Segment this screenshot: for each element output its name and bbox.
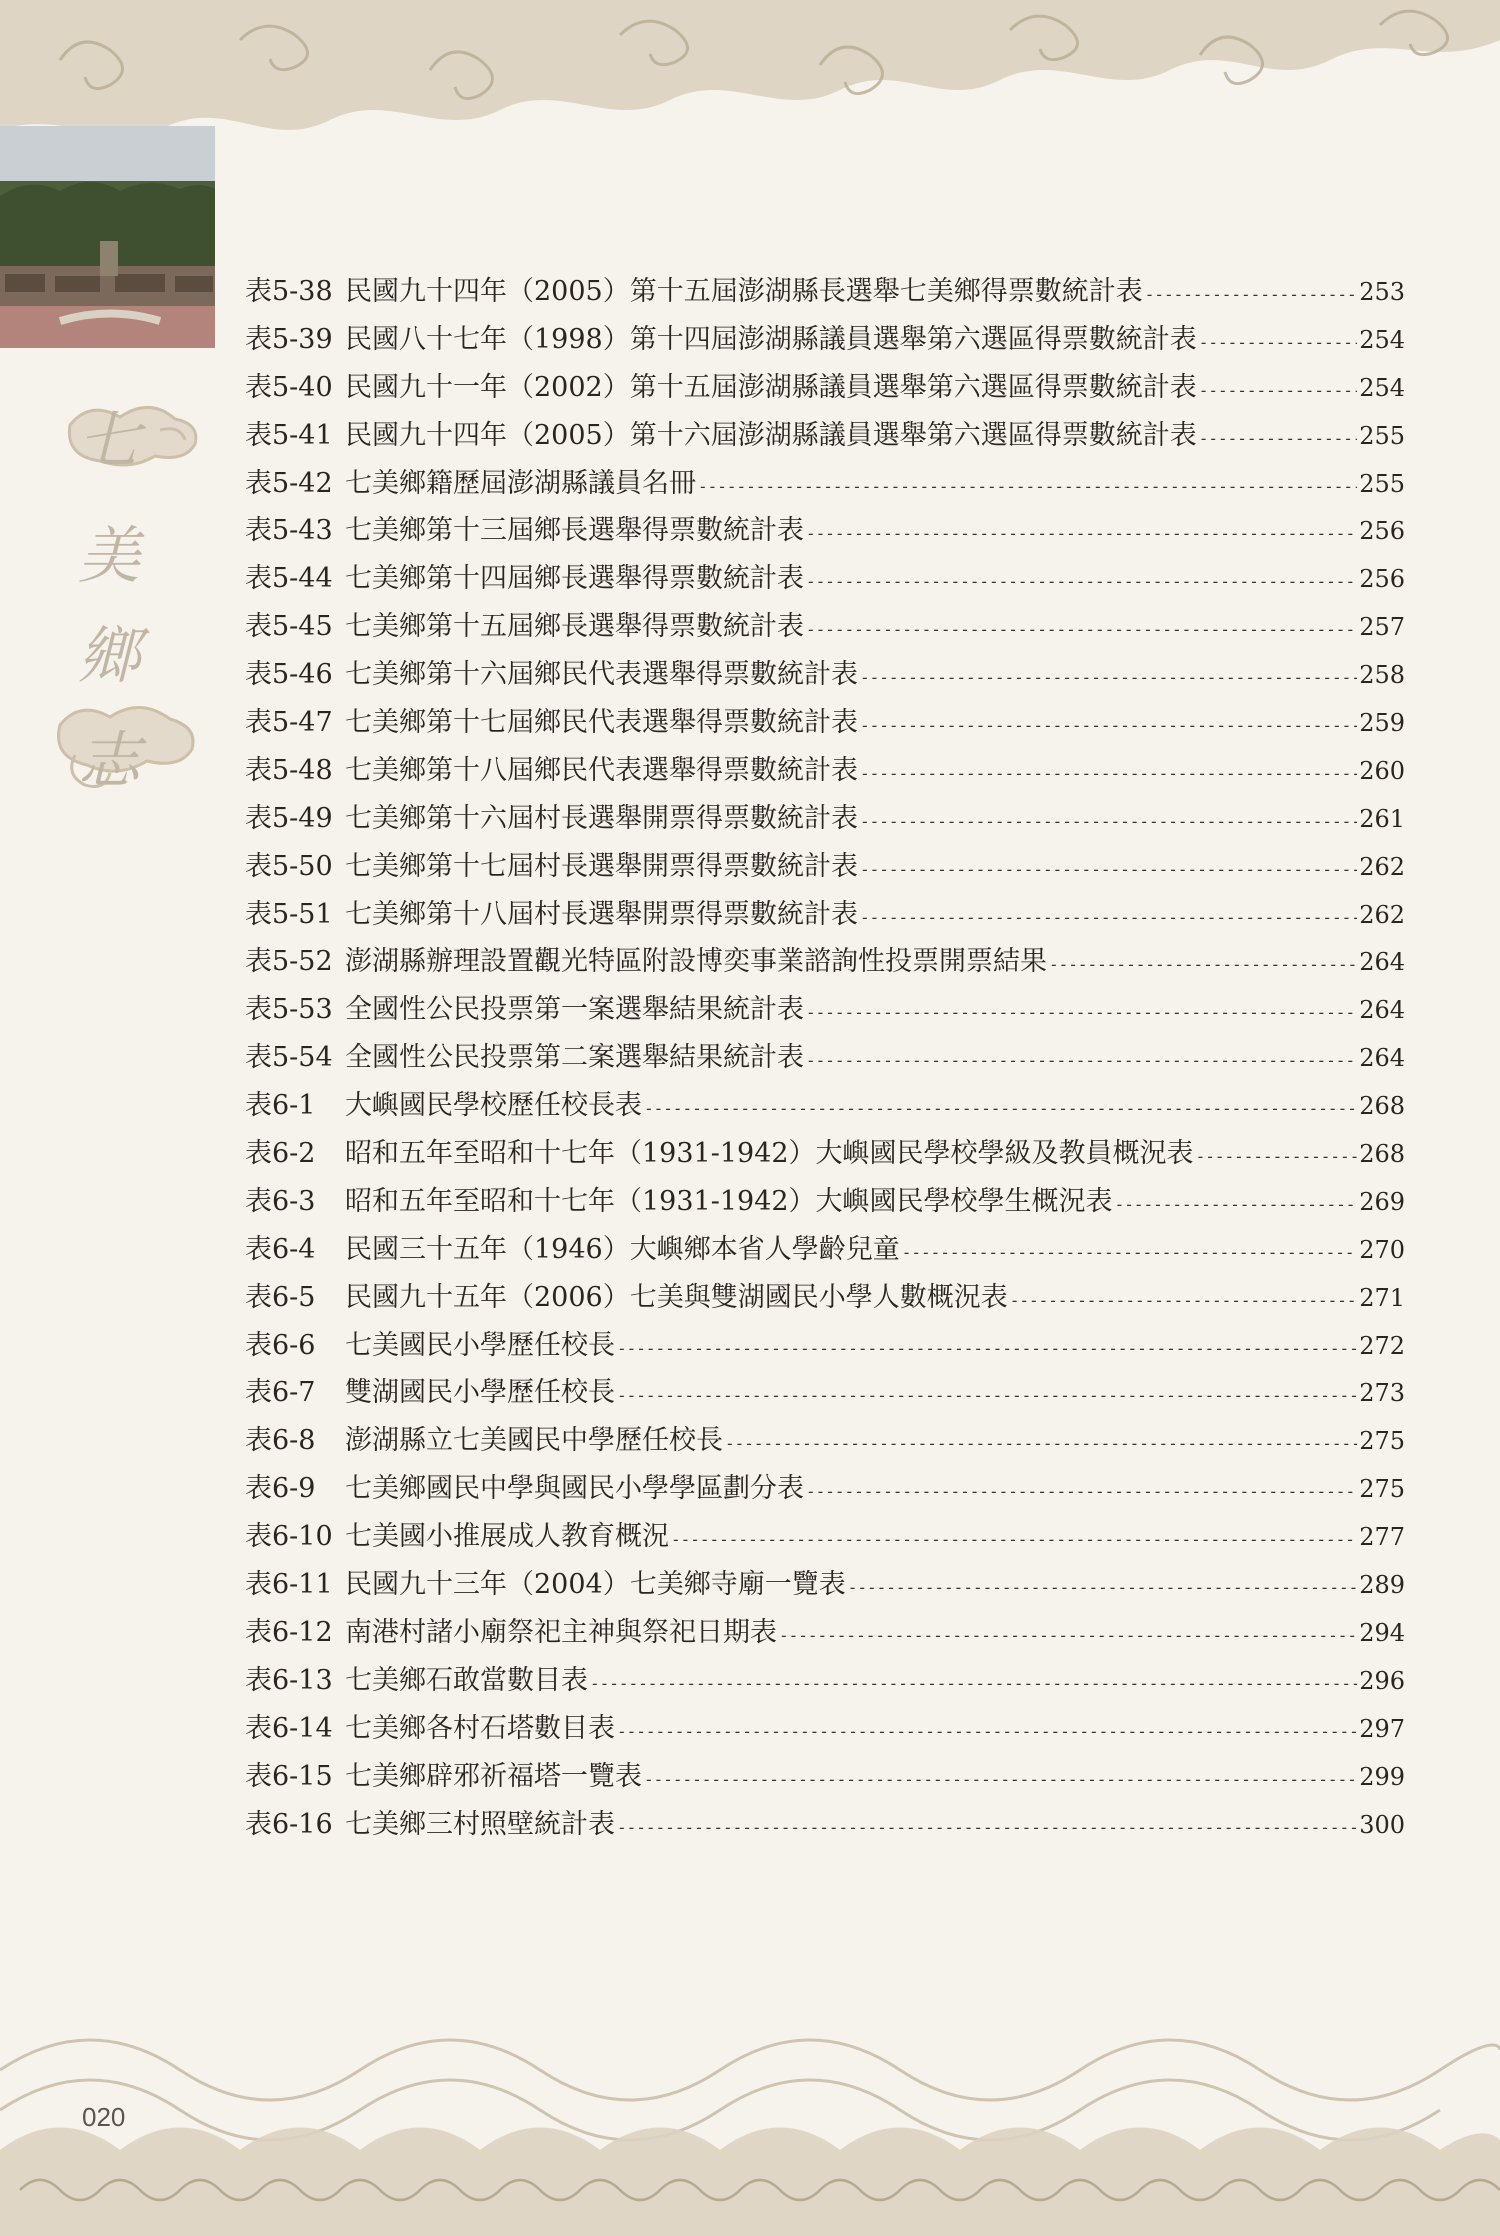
toc-entry-page: 259: [1359, 709, 1405, 738]
toc-entry[interactable]: [245, 364, 1405, 412]
landscape-photo: [0, 126, 215, 348]
dot-leader: [617, 1325, 1357, 1373]
toc-entry-label: 表5-50: [245, 850, 333, 882]
toc-entry-label: 表5-42: [245, 467, 333, 499]
toc-entry-title: 大嶼國民學校歷任校長表: [345, 1090, 642, 1122]
toc-entry-label: 表5-43: [245, 515, 333, 547]
toc-entry-title: 七美鄉第十六屆鄉民代表選舉得票數統計表: [345, 659, 858, 691]
toc-entry[interactable]: [245, 1561, 1405, 1609]
dot-leader: [617, 1372, 1357, 1420]
toc-entry-page: 294: [1359, 1618, 1405, 1647]
side-title-char: 鄉: [77, 619, 140, 692]
toc-entry[interactable]: [245, 555, 1405, 603]
toc-entry-title: 七美鄉第十七屆村長選舉開票得票數統計表: [345, 850, 858, 882]
dot-leader: [725, 1420, 1357, 1468]
toc-entry-page: 289: [1359, 1571, 1405, 1600]
toc-entry-page: 260: [1359, 756, 1405, 785]
toc-entry-label: 表6-10: [245, 1521, 333, 1553]
toc-entry-page: 269: [1359, 1187, 1405, 1216]
dot-leader: [779, 1612, 1357, 1660]
dot-leader: [590, 1660, 1357, 1708]
dot-leader: [671, 1516, 1357, 1564]
toc-entry-label: 表5-45: [245, 611, 333, 643]
toc-entry[interactable]: [245, 1322, 1405, 1370]
dot-leader: [860, 894, 1357, 942]
toc-entry-label: 表5-44: [245, 563, 333, 595]
dot-leader: [860, 798, 1357, 846]
dot-leader: [644, 1085, 1357, 1133]
dot-leader: [902, 1229, 1357, 1277]
toc-entry[interactable]: [245, 1130, 1405, 1178]
dot-leader: [1145, 271, 1357, 319]
toc-entry-title: 七美鄉第十七屆鄉民代表選舉得票數統計表: [345, 707, 858, 739]
toc-entry-page: 299: [1359, 1762, 1405, 1791]
table-of-contents: [245, 268, 1405, 1848]
dot-leader: [644, 1756, 1357, 1804]
toc-entry[interactable]: [245, 843, 1405, 891]
dot-leader: [848, 1564, 1357, 1612]
toc-entry-title: 七美鄉第十八屆村長選舉開票得票數統計表: [345, 898, 858, 930]
side-title-char: 志: [77, 724, 140, 797]
toc-entry[interactable]: [245, 1178, 1405, 1226]
toc-entry[interactable]: [245, 268, 1405, 316]
toc-entry-page: 253: [1359, 278, 1405, 306]
page-number: 020: [82, 2102, 126, 2132]
toc-entry-page: 297: [1359, 1714, 1405, 1743]
toc-entry-title: 七美國民小學歷任校長: [345, 1329, 615, 1361]
dot-leader: [1049, 941, 1357, 989]
dot-leader: [806, 558, 1357, 606]
toc-entry[interactable]: [245, 1034, 1405, 1082]
toc-entry-title: 全國性公民投票第二案選舉結果統計表: [345, 1042, 804, 1074]
toc-entry-label: 表6-15: [245, 1760, 333, 1792]
toc-entry-label: 表6-8: [245, 1425, 316, 1457]
toc-entry-title: 昭和五年至昭和十七年（1931-1942）大嶼國民學校學生概況表: [345, 1185, 1113, 1217]
toc-entry[interactable]: [245, 1513, 1405, 1561]
toc-entry-title: 澎湖縣立七美國民中學歷任校長: [345, 1425, 723, 1457]
toc-entry-title: 七美鄉第十五屆鄉長選舉得票數統計表: [345, 611, 804, 643]
toc-entry[interactable]: [245, 1801, 1405, 1849]
toc-entry-label: 表6-16: [245, 1808, 333, 1840]
dot-leader: [806, 989, 1357, 1037]
toc-entry-page: 275: [1359, 1475, 1405, 1504]
toc-entry-title: 七美鄉第十四屆鄉長選舉得票數統計表: [345, 563, 804, 595]
toc-entry-page: 264: [1359, 948, 1405, 977]
dot-leader: [806, 1037, 1357, 1085]
toc-entry-label: 表6-4: [245, 1233, 316, 1265]
toc-entry-title: 民國九十五年（2006）七美與雙湖國民小學人數概況表: [345, 1281, 1008, 1313]
toc-entry[interactable]: [245, 460, 1405, 508]
toc-entry-title: 七美鄉國民中學與國民小學學區劃分表: [345, 1473, 804, 1505]
toc-entry-page: 256: [1359, 565, 1405, 594]
dot-leader: [860, 654, 1357, 702]
dot-leader: [698, 463, 1357, 511]
toc-entry-label: 表5-41: [245, 419, 333, 451]
toc-entry[interactable]: [245, 1082, 1405, 1130]
toc-entry-title: 七美鄉石敢當數目表: [345, 1664, 588, 1696]
toc-entry[interactable]: [245, 651, 1405, 699]
toc-entry-page: 275: [1359, 1427, 1405, 1456]
toc-entry-page: 254: [1359, 373, 1405, 402]
side-title: [55, 405, 215, 845]
dot-leader: [860, 702, 1357, 750]
toc-entry[interactable]: [245, 603, 1405, 651]
toc-entry-page: 268: [1359, 1092, 1405, 1121]
toc-entry-label: 表6-2: [245, 1138, 316, 1170]
toc-entry-label: 表6-13: [245, 1664, 333, 1696]
toc-entry-title: 七美鄉三村照壁統計表: [345, 1808, 615, 1840]
toc-entry-page: 262: [1359, 852, 1405, 881]
toc-entry-page: 255: [1359, 421, 1405, 450]
dot-leader: [806, 1468, 1357, 1516]
toc-entry[interactable]: [245, 938, 1405, 986]
toc-entry[interactable]: [245, 316, 1405, 364]
toc-entry-label: 表5-46: [245, 659, 333, 691]
toc-entry-title: 七美鄉辟邪祈福塔一覽表: [345, 1760, 642, 1792]
toc-entry-title: 民國九十一年（2002）第十五屆澎湖縣議員選舉第六選區得票數統計表: [345, 371, 1197, 403]
toc-entry[interactable]: [245, 747, 1405, 795]
side-title-char: 美: [77, 519, 140, 592]
toc-entry-label: 表6-9: [245, 1473, 316, 1505]
toc-entry-title: 雙湖國民小學歷任校長: [345, 1377, 615, 1409]
toc-entry-page: 268: [1359, 1140, 1405, 1169]
toc-entry-page: 262: [1359, 900, 1405, 929]
dot-leader: [1115, 1181, 1358, 1229]
toc-entry[interactable]: [245, 1657, 1405, 1705]
toc-entry[interactable]: [245, 412, 1405, 460]
wave-border-bottom: [0, 2010, 1500, 2236]
toc-entry-label: 表6-14: [245, 1712, 333, 1744]
toc-entry-label: 表6-6: [245, 1329, 316, 1361]
toc-entry[interactable]: [245, 507, 1405, 555]
side-title-char: 七: [77, 404, 140, 477]
dot-leader: [617, 1708, 1357, 1756]
toc-entry-label: 表5-54: [245, 1042, 333, 1074]
toc-entry-label: 表6-3: [245, 1185, 316, 1217]
toc-entry-page: 256: [1359, 517, 1405, 546]
toc-entry-label: 表5-39: [245, 323, 333, 355]
toc-entry[interactable]: [245, 1226, 1405, 1274]
toc-entry-page: 300: [1359, 1810, 1405, 1839]
toc-entry[interactable]: [245, 1369, 1405, 1417]
toc-entry[interactable]: [245, 1417, 1405, 1465]
dot-leader: [860, 750, 1357, 798]
dot-leader: [1196, 1133, 1358, 1181]
toc-entry-label: 表6-5: [245, 1281, 316, 1313]
toc-entry-label: 表5-52: [245, 946, 333, 978]
toc-entry-page: 258: [1359, 661, 1405, 690]
toc-entry-label: 表5-47: [245, 707, 333, 739]
toc-entry-page: 277: [1359, 1523, 1405, 1552]
toc-entry-label: 表6-1: [245, 1090, 316, 1122]
dot-leader: [1199, 415, 1357, 463]
toc-entry[interactable]: [245, 1465, 1405, 1513]
toc-entry[interactable]: [245, 1609, 1405, 1657]
toc-entry-page: 273: [1359, 1379, 1405, 1408]
toc-entry-page: 261: [1359, 804, 1405, 833]
toc-entry-title: 七美鄉第十三屆鄉長選舉得票數統計表: [345, 515, 804, 547]
toc-entry-label: 表5-49: [245, 802, 333, 834]
toc-entry-page: 270: [1359, 1235, 1405, 1264]
toc-entry-page: 296: [1359, 1666, 1405, 1695]
toc-entry-page: 271: [1359, 1283, 1405, 1312]
toc-entry-label: 表5-40: [245, 371, 333, 403]
cloud-border-top: [0, 0, 1500, 160]
toc-entry-page: 272: [1359, 1331, 1405, 1360]
toc-entry[interactable]: [245, 1274, 1405, 1322]
toc-entry-label: 表5-48: [245, 754, 333, 786]
toc-entry-title: 全國性公民投票第一案選舉結果統計表: [345, 994, 804, 1026]
toc-entry-label: 表5-51: [245, 898, 333, 930]
toc-entry-title: 民國三十五年（1946）大嶼鄉本省人學齡兒童: [345, 1233, 900, 1265]
toc-entry[interactable]: [245, 795, 1405, 843]
toc-entry-page: 257: [1359, 613, 1405, 642]
dot-leader: [1199, 319, 1357, 367]
toc-entry-title: 民國九十四年（2005）第十五屆澎湖縣長選舉七美鄉得票數統計表: [345, 276, 1143, 307]
dot-leader: [806, 606, 1357, 654]
dot-leader: [617, 1804, 1357, 1852]
toc-entry-title: 七美鄉籍歷屆澎湖縣議員名冊: [345, 467, 696, 499]
toc-entry-label: 表6-7: [245, 1377, 316, 1409]
toc-entry-title: 七美國小推展成人教育概況: [345, 1521, 669, 1553]
toc-entry-label: 表5-53: [245, 994, 333, 1026]
toc-entry-label: 表6-11: [245, 1569, 333, 1601]
dot-leader: [1010, 1277, 1357, 1325]
toc-entry-label: 表6-12: [245, 1616, 333, 1648]
toc-entry-page: 264: [1359, 1044, 1405, 1073]
dot-leader: [806, 510, 1357, 558]
toc-entry[interactable]: [245, 699, 1405, 747]
toc-entry[interactable]: [245, 1705, 1405, 1753]
toc-entry-page: 254: [1359, 325, 1405, 354]
toc-entry-title: 昭和五年至昭和十七年（1931-1942）大嶼國民學校學級及教員概況表: [345, 1138, 1194, 1170]
toc-entry-title: 澎湖縣辦理設置觀光特區附設博奕事業諮詢性投票開票結果: [345, 946, 1047, 978]
dot-leader: [1199, 367, 1357, 415]
toc-entry-page: 255: [1359, 469, 1405, 498]
dot-leader: [860, 846, 1357, 894]
toc-entry-page: 264: [1359, 996, 1405, 1025]
toc-entry-title: 七美鄉各村石塔數目表: [345, 1712, 615, 1744]
toc-entry-label: 表5-38: [245, 276, 333, 307]
toc-entry[interactable]: [245, 1753, 1405, 1801]
toc-entry-title: 民國九十三年（2004）七美鄉寺廟一覽表: [345, 1569, 846, 1601]
toc-entry-title: 七美鄉第十六屆村長選舉開票得票數統計表: [345, 802, 858, 834]
toc-entry-title: 民國九十四年（2005）第十六屆澎湖縣議員選舉第六選區得票數統計表: [345, 419, 1197, 451]
toc-entry[interactable]: [245, 891, 1405, 939]
toc-entry-title: 南港村諸小廟祭祀主神與祭祀日期表: [345, 1616, 777, 1648]
toc-entry-title: 七美鄉第十八屆鄉民代表選舉得票數統計表: [345, 754, 858, 786]
toc-entry[interactable]: [245, 986, 1405, 1034]
toc-entry-title: 民國八十七年（1998）第十四屆澎湖縣議員選舉第六選區得票數統計表: [345, 323, 1197, 355]
